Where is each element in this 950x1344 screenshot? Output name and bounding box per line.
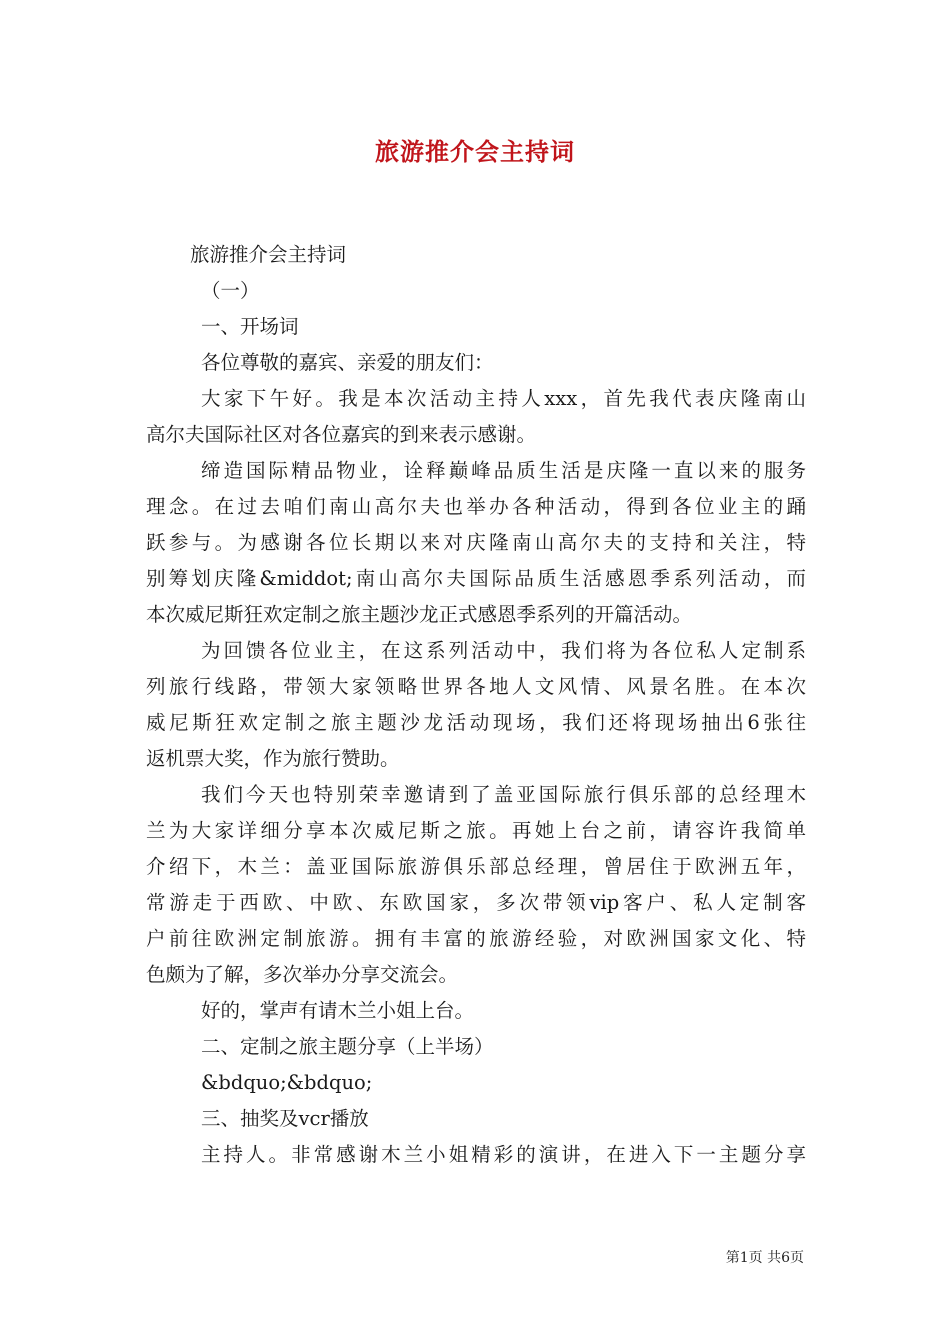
body-line: 缔造国际精品物业，诠释巅峰品质生活是庆隆一直以来的服务: [201, 459, 806, 482]
body-line: 介绍下，木兰：盖亚国际旅游俱乐部总经理，曾居住于欧洲五年，: [146, 855, 806, 878]
body-line: 兰为大家详细分享本次威尼斯之旅。再她上台之前，请容许我简单: [146, 819, 806, 842]
section-heading: 二、定制之旅主题分享（上半场）: [201, 1035, 494, 1058]
section-heading: 三、抽奖及vcr播放: [201, 1107, 369, 1130]
body-line: 返机票大奖，作为旅行赞助。: [146, 747, 400, 770]
body-line: 好的，掌声有请木兰小姐上台。: [201, 999, 475, 1022]
body-line: 理念。在过去咱们南山高尔夫也举办各种活动，得到各位业主的踊: [146, 495, 806, 518]
body-line: 户前往欧洲定制旅游。拥有丰富的旅游经验，对欧洲国家文化、特: [146, 927, 806, 950]
body-line: （一）: [201, 279, 260, 302]
body-line: 主持人。非常感谢木兰小姐精彩的演讲，在进入下一主题分享: [201, 1143, 806, 1166]
body-line: 一、开场词: [201, 315, 299, 338]
body-line: 大家下午好。我是本次活动主持人xxx，首先我代表庆隆南山: [201, 387, 806, 410]
body-line: 别筹划庆隆&middot;南山高尔夫国际品质生活感恩季系列活动，而: [146, 567, 806, 590]
body-line: 旅游推介会主持词: [190, 243, 347, 266]
body-line: 跃参与。为感谢各位长期以来对庆隆南山高尔夫的支持和关注，特: [146, 531, 806, 554]
body-line: 高尔夫国际社区对各位嘉宾的到来表示感谢。: [146, 423, 537, 446]
body-line: 列旅行线路，带领大家领略世界各地人文风情、风景名胜。在本次: [146, 675, 806, 698]
body-line: 为回馈各位业主，在这系列活动中，我们将为各位私人定制系: [201, 639, 806, 662]
body-line: 我们今天也特别荣幸邀请到了盖亚国际旅行俱乐部的总经理木: [201, 783, 806, 806]
body-line: 常游走于西欧、中欧、东欧国家，多次带领vip客户、私人定制客: [146, 891, 806, 914]
body-line: 各位尊敬的嘉宾、亲爱的朋友们：: [201, 351, 494, 374]
document-title: 旅游推介会主持词: [375, 137, 575, 166]
body-line: 色颇为了解，多次举办分享交流会。: [146, 963, 459, 986]
body-line: &bdquo;&bdquo;: [201, 1071, 373, 1094]
body-line: 威尼斯狂欢定制之旅主题沙龙活动现场，我们还将现场抽出6张往: [146, 711, 806, 734]
page-number: 第1页 共6页: [725, 1250, 804, 1266]
body-line: 本次威尼斯狂欢定制之旅主题沙龙正式感恩季系列的开篇活动。: [146, 603, 693, 626]
